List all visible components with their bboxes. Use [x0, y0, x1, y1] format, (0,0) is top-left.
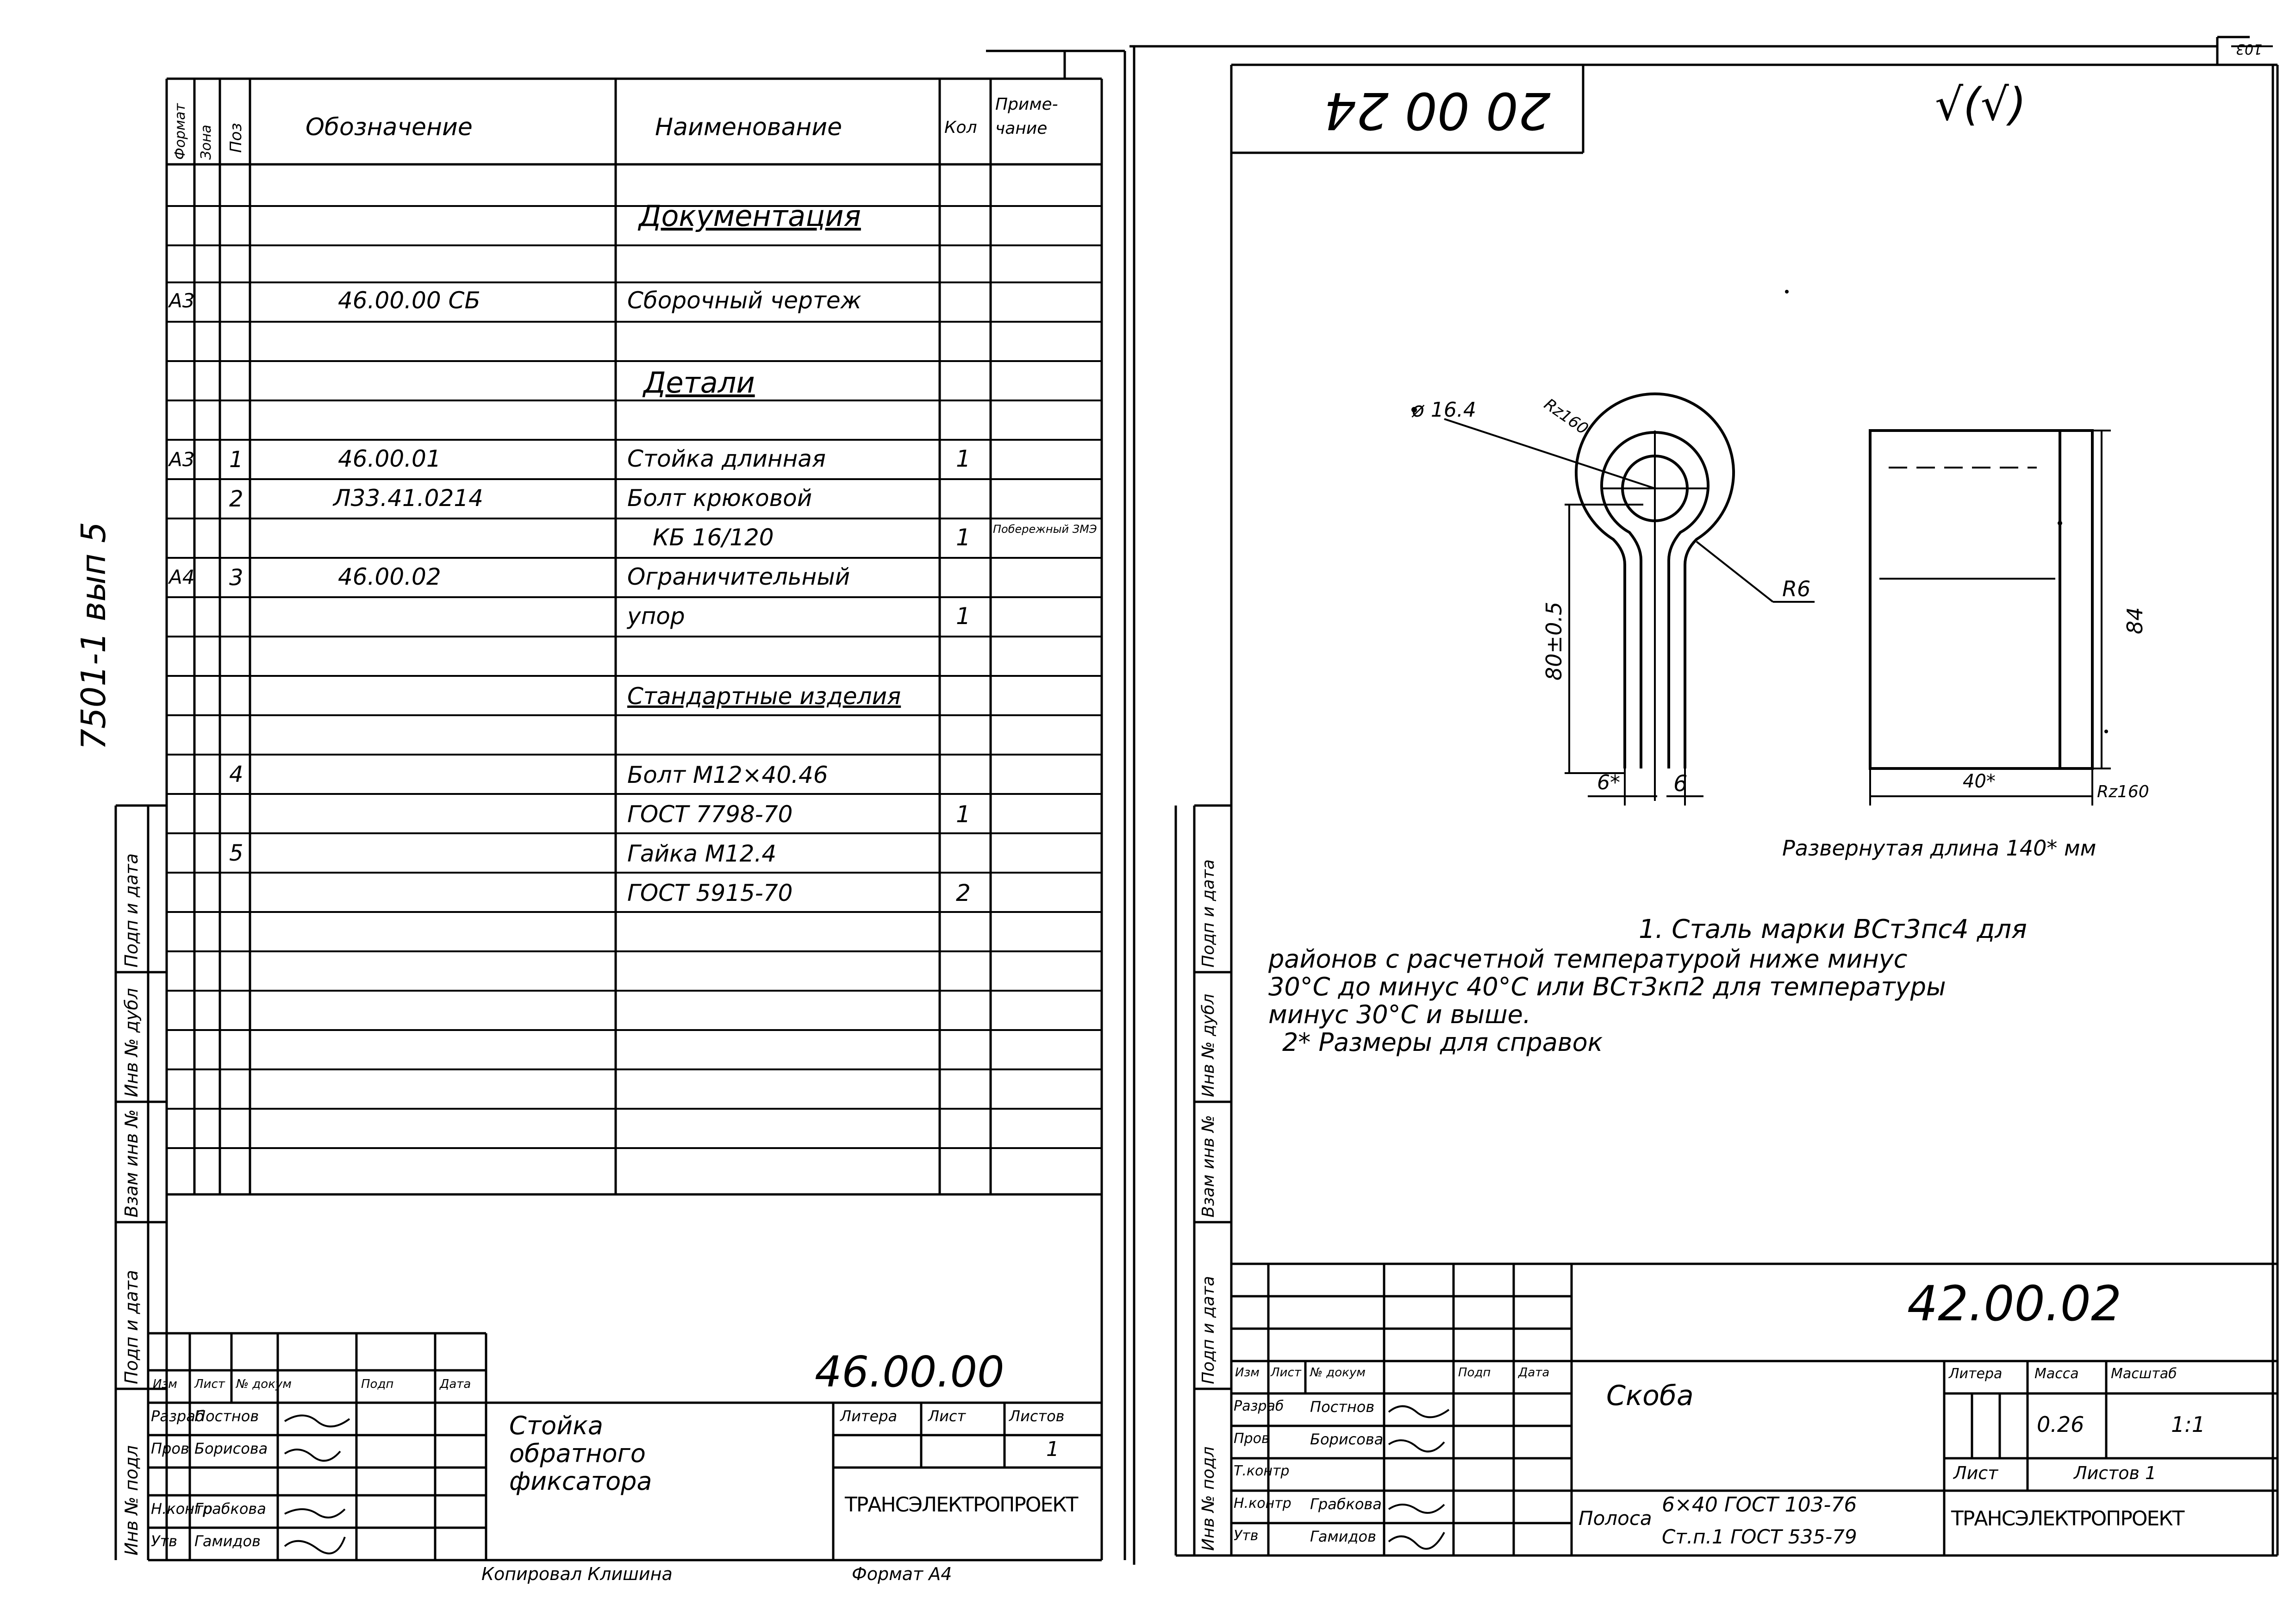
drawing-material-1: 6×40 ГОСТ 103-76: [1662, 1493, 1857, 1517]
spec-row-name: Болт крюковой: [627, 485, 812, 512]
dim-width-left: 6*: [1597, 771, 1620, 794]
dim-roughness-top: Rz160: [1541, 395, 1592, 438]
drawing-role: Н.контр: [1234, 1495, 1292, 1512]
drawing-company: ТРАНСЭЛЕКТРОПРОЕКТ: [1951, 1507, 2184, 1530]
spec-row-name: Стандартные изделия: [627, 683, 901, 710]
drawing-role-name: Грабкова: [1310, 1495, 1382, 1513]
left-sheet: [0, 0, 1129, 1624]
dim-length: 80±0.5: [1541, 601, 1566, 681]
spec-col-label: Дата: [440, 1377, 471, 1391]
spec-role: Пров: [151, 1440, 189, 1457]
spec-literal-label: Литера: [840, 1407, 898, 1425]
spec-row-qty: 1: [956, 603, 971, 630]
header-pos: Поз: [227, 123, 245, 153]
header-qty: Кол: [944, 118, 977, 137]
header-zone: Зона: [198, 125, 214, 160]
spec-row-name: Ограничительный: [627, 563, 850, 590]
spec-col-label: № докум: [236, 1377, 292, 1391]
drawing-col-label: Изм: [1235, 1366, 1260, 1380]
side-label: Взам инв №: [121, 1109, 142, 1218]
drawing-role: Т.контр: [1234, 1463, 1290, 1479]
drawing-role: Утв: [1234, 1528, 1259, 1544]
spec-row-qty: 1: [956, 445, 971, 472]
spec-col-label: Изм: [153, 1377, 177, 1391]
spec-row-name: Детали: [643, 366, 755, 400]
unfold-note: Развернутая длина 140* мм: [1782, 836, 2096, 861]
spec-row-name: ГОСТ 5915-70: [627, 880, 793, 906]
header-note: Приме-чание: [995, 95, 1058, 138]
spec-role: Утв: [151, 1532, 177, 1550]
side-label: Подп и дата: [121, 1270, 142, 1384]
spec-row-note: Побережный ЗМЭ: [993, 523, 1097, 536]
signature-marks: [1384, 1393, 1454, 1555]
side-stamp: 7501-1 вып 5: [74, 522, 113, 750]
drawing-doc-number: 42.00.02: [1907, 1275, 2122, 1332]
note-line: минус 30°С и выше.: [1268, 1000, 1531, 1029]
spec-row-name: Сборочный чертеж: [627, 287, 861, 314]
side-label: Подп и дата: [121, 853, 142, 968]
spec-row-name: Документация: [639, 199, 861, 233]
spec-role-name: Борисова: [194, 1440, 268, 1457]
spec-row-name: ГОСТ 7798-70: [627, 801, 793, 828]
spec-col-label: Лист: [194, 1377, 225, 1391]
header-designation: Обозначение: [306, 113, 473, 141]
drawing-col-label: Дата: [1518, 1366, 1550, 1380]
drawing-header-mass: Масса: [2034, 1366, 2079, 1382]
right-sheet: [1129, 0, 2296, 1624]
spec-row-designation: 46.00.01: [338, 445, 441, 472]
note-line: 30°С до минус 40°С или ВСт3кп2 для температуры: [1268, 972, 1946, 1001]
side-label: Подп и дата: [1199, 859, 1218, 968]
spec-doc-number: 46.00.00: [815, 1347, 1004, 1397]
drawing-material-2: Ст.п.1 ГОСТ 535-79: [1662, 1525, 1857, 1548]
spec-row-format: А3: [169, 289, 195, 312]
side-label: Взам инв №: [1199, 1115, 1218, 1218]
drawing-top-code: 20 00 24: [1324, 81, 1551, 140]
side-label: Инв № дубл: [1199, 993, 1218, 1097]
spec-row-designation: 46.00.02: [338, 563, 441, 590]
drawing-role-name: Постнов: [1310, 1398, 1375, 1416]
spec-row-qty: 2: [956, 880, 971, 906]
drawing-material-label: Полоса: [1578, 1507, 1652, 1530]
spec-sheets-value: 1: [1046, 1437, 1059, 1461]
spec-row-pos: 2: [229, 486, 243, 512]
drawing-scale: 1:1: [2171, 1412, 2206, 1437]
corner-code: 103: [2236, 41, 2263, 57]
spec-row-name: Болт М12×40.46: [627, 762, 828, 788]
part-drawing: [1129, 0, 2296, 1264]
spec-role: Разраб: [151, 1407, 205, 1425]
spec-row-qty: 1: [956, 524, 971, 551]
dim-width-right: 6: [1673, 771, 1688, 797]
roughness-mark: √(√): [1935, 79, 2027, 131]
spec-row-pos: 3: [229, 565, 243, 591]
spec-role-name: Гамидов: [194, 1532, 261, 1550]
drawing-sheets-label: Листов 1: [2074, 1463, 2157, 1483]
signature-marks: [278, 1403, 356, 1560]
drawing-role: Разраб: [1234, 1398, 1284, 1414]
spec-row-format: А4: [169, 566, 195, 588]
spec-row-pos: 5: [229, 840, 243, 866]
spec-row-qty: 1: [956, 801, 971, 828]
drawing-mass: 0.26: [2037, 1412, 2084, 1437]
spec-row-designation: Л33.41.0214: [333, 485, 483, 512]
header-name: Наименование: [655, 113, 842, 141]
side-label: Инв № дубл: [121, 988, 142, 1097]
spec-row-name: КБ 16/120: [653, 524, 774, 551]
spec-row-name: Стойка длинная: [627, 445, 826, 472]
spec-role: Н.контр: [151, 1500, 213, 1518]
spec-sheet-label: Лист: [928, 1407, 966, 1425]
note-line: 1. Сталь марки ВСт3пс4 для: [1639, 914, 2027, 944]
note-line: 2* Размеры для справок: [1282, 1028, 1603, 1057]
side-label: Инв № подл: [121, 1445, 142, 1555]
drawing-header-scale: Масштаб: [2111, 1366, 2177, 1382]
drawing-title: Скоба: [1606, 1380, 1694, 1412]
drawing-header-literal: Литера: [1949, 1366, 2003, 1382]
dim-radius: R6: [1782, 576, 1811, 601]
drawing-role-name: Гамидов: [1310, 1528, 1376, 1545]
dim-roughness-right: Rz160: [2097, 782, 2149, 801]
spec-title: Стойка обратного фиксатора: [509, 1411, 652, 1496]
side-label: Подп и дата: [1199, 1276, 1218, 1384]
dim-hole-dia: ø 16.4: [1412, 398, 1476, 422]
dim-height-right: 84: [2122, 607, 2147, 634]
spec-role-name: Постнов: [194, 1407, 259, 1425]
spec-row-format: А3: [169, 448, 195, 471]
spec-sheets-label: Листов: [1009, 1407, 1065, 1425]
spec-company: ТРАНСЭЛЕКТРОПРОЕКТ: [845, 1493, 1078, 1517]
spec-row-name: упор: [627, 603, 685, 630]
spec-role-name: Грабкова: [194, 1500, 266, 1518]
spec-row-pos: 1: [229, 447, 243, 473]
drawing-col-label: Подп: [1458, 1366, 1491, 1380]
drawing-role-name: Борисова: [1310, 1430, 1384, 1448]
drawing-col-label: № докум: [1310, 1366, 1366, 1380]
header-format: Формат: [172, 103, 188, 160]
spec-row-pos: 4: [229, 762, 243, 787]
spec-col-label: Подп: [361, 1377, 394, 1391]
drawing-col-label: Лист: [1271, 1366, 1301, 1380]
spec-row-designation: 46.00.00 СБ: [338, 287, 480, 314]
drawing-sheet-label: Лист: [1953, 1463, 1998, 1483]
side-label: Инв № подл: [1199, 1446, 1218, 1551]
dim-width-bottom: 40*: [1963, 771, 1996, 792]
spec-copied: Копировал Клишина: [481, 1564, 673, 1584]
spec-format: Формат А4: [852, 1564, 952, 1584]
drawing-role: Пров: [1234, 1430, 1270, 1447]
spec-row-name: Гайка М12.4: [627, 840, 777, 867]
note-line: районов с расчетной температурой ниже минус: [1268, 944, 1908, 974]
